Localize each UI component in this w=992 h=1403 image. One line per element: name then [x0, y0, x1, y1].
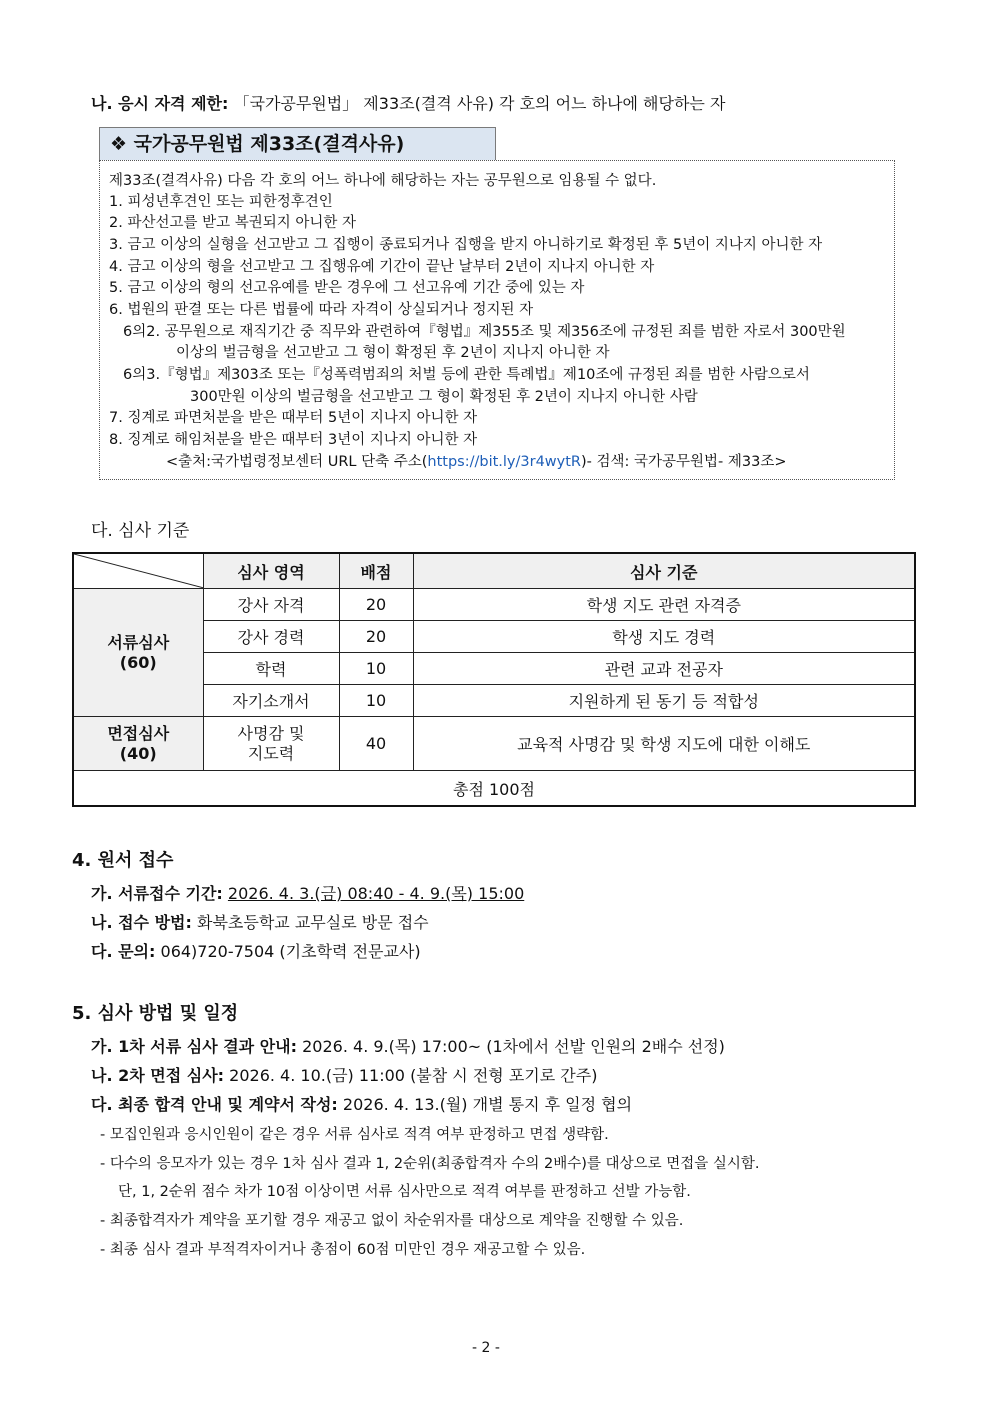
criteria-cell: 교육적 사명감 및 학생 지도에 대한 이해도 [413, 717, 915, 771]
law-box [99, 160, 895, 480]
item-label: 나. 2차 면접 심사: [91, 1066, 225, 1085]
header-area: 심사 영역 [203, 553, 339, 589]
group-name: 서류심사 [107, 632, 170, 652]
points-cell: 20 [339, 589, 413, 621]
table-row [73, 589, 915, 621]
area-cell: 강사 경력 [203, 621, 339, 653]
law-item: 6의2. 공무원으로 재직기간 중 직무와 관련하여『형법』제355조 및 제356조에 규정된 죄를 범한 자로서 300만원 [123, 324, 846, 340]
diagonal-line [74, 554, 204, 588]
item-value: 2026. 4. 10.(금) 11:00 (불참 시 전형 포기로 간주) [229, 1066, 598, 1085]
note-item: - 다수의 응모자가 있는 경우 1차 심사 결과 1, 2순위(최종합격자 수의 2배수)를 대상으로 면접을 실시함. [100, 1156, 760, 1172]
item-value: 2026. 4. 9.(목) 17:00~ (1차에서 선발 인원의 2배수 선정) [302, 1037, 725, 1056]
area-line: 사명감 및 [237, 723, 305, 743]
note-item-continued: 단, 1, 2순위 점수 차가 10점 이상이면 서류 심사만으로 적격 여부를 판정하고 선발 가능함. [118, 1184, 691, 1200]
header-criteria: 심사 기준 [413, 553, 915, 589]
source-prefix: <출처:국가법령정보센터 URL 단축 주소( [166, 454, 428, 470]
diagonal-header-cell [73, 553, 203, 589]
section5-title: 5. 심사 방법 및 일정 [72, 1003, 239, 1024]
item-label: 나. 접수 방법: [91, 913, 192, 932]
points-cell: 20 [339, 621, 413, 653]
criteria-section-title: 다. 심사 기준 [91, 521, 190, 541]
section4-item [91, 884, 524, 904]
law-item: 1. 피성년후견인 또는 피한정후견인 [109, 194, 333, 210]
note-item: - 최종 심사 결과 부적격자이거나 총점이 60점 미만인 경우 재공고할 수 있음. [100, 1242, 586, 1258]
area-cell [203, 717, 339, 771]
points-cell: 10 [339, 653, 413, 685]
total-cell: 총점 100점 [73, 771, 915, 807]
law-item: 6. 법원의 판결 또는 다른 법률에 따라 자격이 상실되거나 정지된 자 [109, 302, 534, 318]
group-score: (60) [119, 652, 157, 672]
item-label: 가. 서류접수 기간: [91, 884, 223, 903]
page-number: - 2 - [472, 1340, 500, 1356]
group-interview [73, 717, 203, 771]
source-suffix: )- 검색: 국가공무원법- 제33조> [581, 454, 787, 470]
law-box-title: ❖ 국가공무원법 제33조(결격사유) [99, 127, 496, 160]
law-item-continued: 300만원 이상의 벌금형을 선고받고 그 형이 확정된 후 2년이 지나지 아니한 사람 [190, 389, 698, 405]
criteria-table [72, 552, 916, 807]
law-intro: 제33조(결격사유) 다음 각 호의 어느 하나에 해당하는 자는 공무원으로 임용될 수 없다. [109, 173, 657, 189]
law-item: 2. 파산선고를 받고 복권되지 아니한 자 [109, 215, 356, 231]
header-points: 배점 [339, 553, 413, 589]
group-document-review [73, 589, 203, 717]
law-item-continued: 이상의 벌금형을 선고받고 그 형이 확정된 후 2년이 지나지 아니한 자 [176, 345, 610, 361]
section4-title: 4. 원서 접수 [72, 850, 174, 871]
item-value: 2026. 4. 3.(금) 08:40 - 4. 9.(목) 15:00 [227, 884, 525, 903]
area-cell: 강사 자격 [203, 589, 339, 621]
points-cell: 10 [339, 685, 413, 717]
item-value: 2026. 4. 13.(월) 개별 통지 후 일정 협의 [342, 1095, 633, 1114]
section5-item [91, 1095, 632, 1115]
area-line: 지도력 [247, 743, 295, 763]
points-cell: 40 [339, 717, 413, 771]
qualification-text: 「국가공무원법」 제33조(결격 사유) 각 호의 어느 하나에 해당하는 자 [233, 94, 726, 113]
law-source [166, 453, 787, 471]
area-cell: 자기소개서 [203, 685, 339, 717]
law-item: 8. 징계로 해임처분을 받은 때부터 3년이 지나지 아니한 자 [109, 432, 478, 448]
criteria-cell: 관련 교과 전공자 [413, 653, 915, 685]
item-label: 가. 1차 서류 심사 결과 안내: [91, 1037, 298, 1056]
group-name: 면접심사 [107, 723, 170, 743]
criteria-cell: 지원하게 된 동기 등 적합성 [413, 685, 915, 717]
group-score: (40) [119, 743, 157, 763]
law-item: 3. 금고 이상의 실형을 선고받고 그 집행이 종료되거나 집행을 받지 아니하기로 확정된 후 5년이 지나지 아니한 자 [109, 237, 823, 253]
note-item: - 모집인원과 응시인원이 같은 경우 서류 심사로 적격 여부 판정하고 면접 생략함. [100, 1127, 609, 1143]
section5-item [91, 1066, 597, 1086]
law-item: 4. 금고 이상의 형을 선고받고 그 집행유예 기간이 끝난 날부터 2년이 지나지 아니한 자 [109, 259, 655, 275]
section4-item [91, 942, 421, 962]
law-item: 6의3.『형법』제303조 또는『성폭력범죄의 처벌 등에 관한 특례법』제10조에 규정된 죄를 범한 사람으로서 [123, 367, 810, 383]
table-row [73, 717, 915, 771]
item-value: 화북초등학교 교무실로 방문 접수 [197, 913, 429, 932]
item-value: 064)720-7504 (기초학력 전문교사) [160, 942, 421, 961]
section5-item [91, 1037, 725, 1057]
note-item: - 최종합격자가 계약을 포기할 경우 재공고 없이 차순위자를 대상으로 계약을 진행할 수 있음. [100, 1213, 684, 1229]
criteria-cell: 학생 지도 경력 [413, 621, 915, 653]
law-item: 7. 징계로 파면처분을 받은 때부터 5년이 지나지 아니한 자 [109, 410, 478, 426]
criteria-cell: 학생 지도 관련 자격증 [413, 589, 915, 621]
section4-item [91, 913, 429, 933]
item-label: 다. 문의: [91, 942, 156, 961]
qualification-restriction [91, 94, 725, 114]
qualification-label: 나. 응시 자격 제한: [91, 94, 229, 113]
area-cell: 학력 [203, 653, 339, 685]
source-link[interactable]: https://bit.ly/3r4wytR [427, 454, 581, 470]
item-label: 다. 최종 합격 안내 및 계약서 작성: [91, 1095, 338, 1114]
law-item: 5. 금고 이상의 형의 선고유예를 받은 경우에 그 선고유예 기간 중에 있는 자 [109, 280, 585, 296]
